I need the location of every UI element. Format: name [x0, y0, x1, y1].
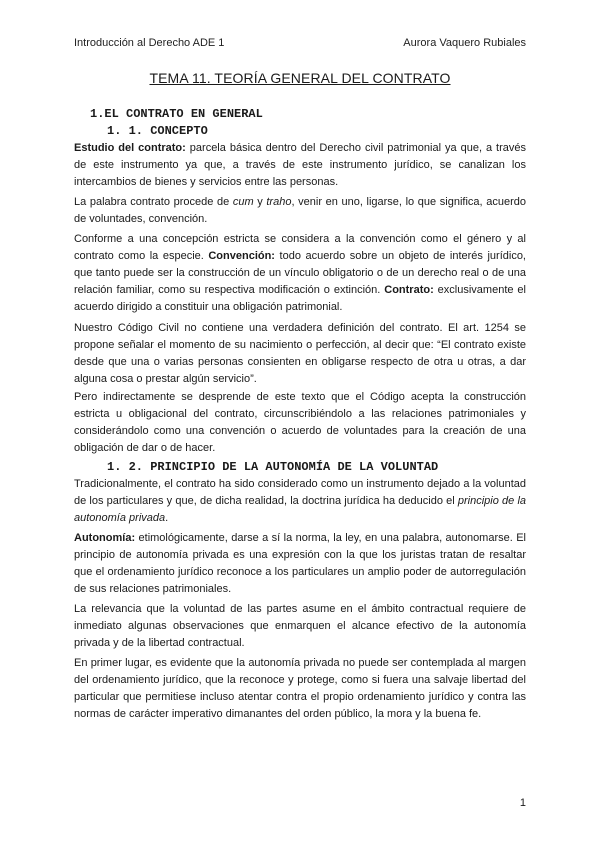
paragraph-tradicionalmente: Tradicionalmente, el contrato ha sido considerado como un instrumento dejado a la voluntad de los particulares y que, de dicha realidad, la doctrina jurídica ha deducido el principio de la autonomía privada.	[74, 478, 527, 524]
paragraph-convencion: Conforme a una concepción estricta se considera a la convención como el género y al contrato como la especie. Convención: todo acuerdo sobre un objeto de interés jurídico, que tanto puede ser la construcción de un vínculo obligatorio o de un derecho real o de una relación familiar, como su respectiva modificación o extinción. Contrato: exclusivamente el acuerdo dirigido a constituir una obligación patrimonial.	[74, 233, 526, 313]
term-autonomia: Autonomía:	[74, 532, 136, 544]
paragraph-etimologia: La palabra contrato procede de cum y traho, venir en uno, ligarse, lo que significa, acuerdo de voluntades, convención.	[74, 196, 526, 225]
document-title: TEMA 11. TEORÍA GENERAL DEL CONTRATO	[149, 70, 451, 86]
page-header	[74, 37, 526, 49]
paragraph-primer-lugar: En primer lugar, es evidente que la autonomía privada no puede ser contemplada al margen del ordenamiento jurídico, que la reconoce y protege, como si fuera una salvaje libertad del particular que permitiese incluso atentar contra el propio ordenamiento jurídico y contra las normas de carácter imperativo dimanantes del orden público, la mora y la buena fe.	[74, 657, 526, 720]
header-author: Aurora Vaquero Rubiales	[403, 37, 526, 49]
paragraph-estudio: Estudio del contrato: parcela básica dentro del Derecho civil patrimonial ya que, a través de este instrumento ya que, a través de este instrumento jurídico, se canalizan los intercambios de bienes y servicios entre las personas.	[74, 142, 527, 188]
term-contrato: Contrato:	[384, 284, 434, 296]
paragraph-autonomia: Autonomía: etimológicamente, darse a sí la norma, la ley, en una palabra, autonomarse. El principio de autonomía privada es una expresión con la que los juristas tratan de resaltar que el ordenamiento jurídico reconoce a los particulares un amplio poder de autorregulación de sus relaciones patrimoniales.	[74, 532, 526, 595]
subsection-heading-autonomia: 1. 2. PRINCIPIO DE LA AUTONOMÍA DE LA VOLUNTAD	[107, 460, 439, 474]
subsection-heading-concepto: 1. 1. CONCEPTO	[107, 124, 208, 138]
header-course: Introducción al Derecho ADE 1	[74, 37, 225, 49]
paragraph-codigo-civil: Nuestro Código Civil no contiene una verdadera definición del contrato. El art. 1254 se propone señalar el momento de su nacimiento o perfección, al decir que: “El contrato existe desde que una o varias personas consienten en obligarse respecto de otra u otras, a dar alguna cosa o prestar algún servicio”.	[74, 322, 526, 385]
section-heading: 1.EL CONTRATO EN GENERAL	[90, 107, 263, 121]
paragraph-construccion: Pero indirectamente se desprende de este texto que el Código acepta la construcción estricta u obligacional del contrato, circunscribiéndolo a las relaciones patrimoniales y considerándolo como una convención o acuerdo de voluntades para la creación de una obligación de dar o de hacer.	[74, 391, 526, 454]
paragraph-relevancia: La relevancia que la voluntad de las partes asume en el ámbito contractual requiere de inmediato algunas observaciones que enmarquen el alcance efectivo de la autonomía privada y de la libertad contractual.	[74, 603, 526, 649]
term-convencion: Convención:	[208, 250, 275, 262]
page-number: 1	[519, 797, 526, 809]
term-estudio: Estudio del contrato:	[74, 142, 186, 154]
